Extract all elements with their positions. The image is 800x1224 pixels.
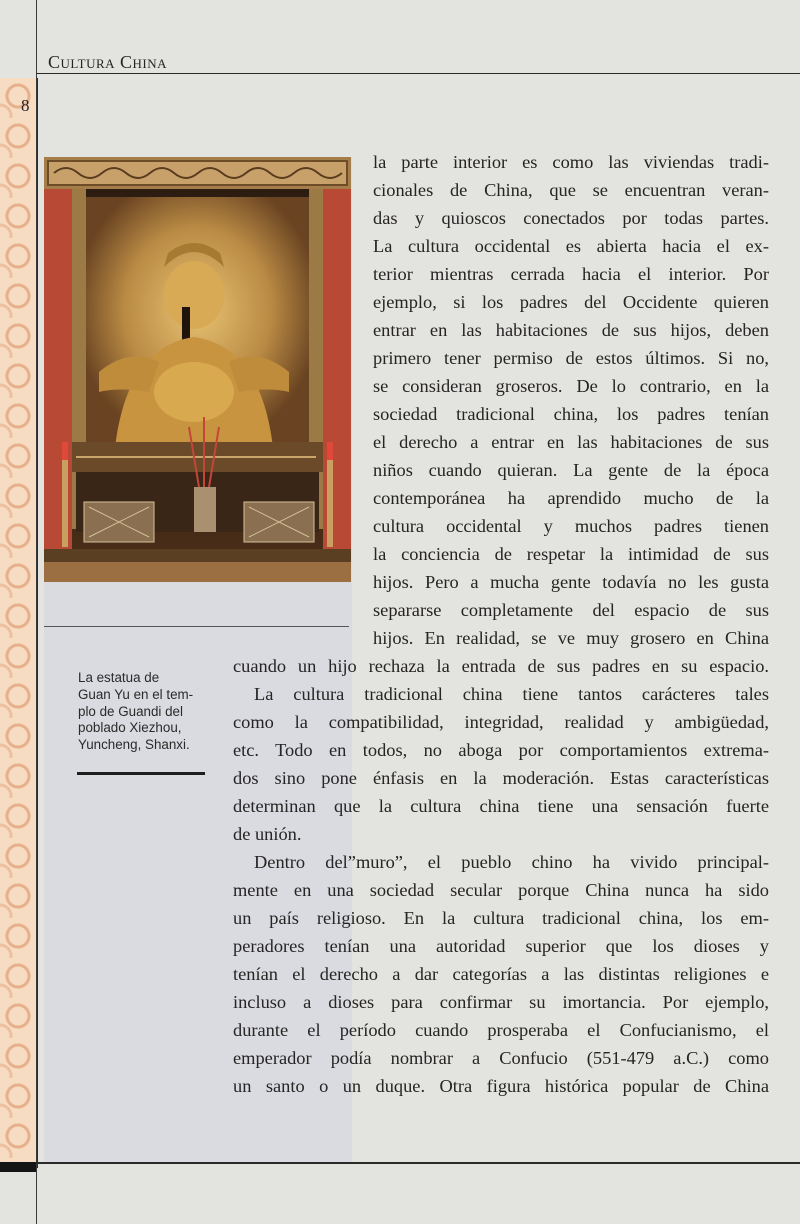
body-line: terior mientras cerrada hacia el interior. Por	[373, 264, 769, 284]
body-line: determinan que la cultura china tiene una sensación fuerte	[233, 796, 769, 816]
margin-rule	[36, 0, 37, 1224]
caption-line: Guan Yu en el tem-	[78, 686, 194, 702]
body-line: un santo o un duque. Otra figura histórica popular de China	[233, 1076, 769, 1096]
body-line: cultura occidental y muchos padres tienen	[373, 516, 769, 536]
body-line: sociedad tradicional china, los padres tenían	[373, 404, 769, 424]
body-line: incluso a dioses para confirmar su imortancia. Por ejemplo,	[233, 992, 769, 1012]
body-line: la conciencia de respetar la intimidad de sus	[373, 544, 769, 564]
caption-line: poblado Xiezhou,	[78, 720, 182, 736]
body-line: un país religioso. En la cultura tradicional china, los em-	[233, 908, 769, 928]
body-line: el derecho a entrar en las habitaciones de sus	[373, 432, 769, 452]
body-line: hijos. En realidad, se ve muy grosero en China	[373, 628, 769, 648]
panel-divider	[44, 626, 349, 627]
footer-rule	[36, 1162, 800, 1164]
caption-line: plo de Guandi del	[78, 703, 183, 719]
body-line: se consideran groseros. De lo contrario, en la	[373, 376, 769, 396]
body-line: dos sino pone énfasis en la moderación. Estas características	[233, 768, 769, 788]
caption-line: Yuncheng, Shanxi.	[78, 737, 190, 753]
body-line: hijos. Pero a mucha gente todavía no les gusta	[373, 572, 769, 592]
caption-rule	[77, 772, 205, 775]
body-line: Dentro del”muro”, el pueblo chino ha vivido principal-	[254, 852, 769, 872]
body-line: como la compatibilidad, integridad, realidad y ambigüedad,	[233, 712, 769, 732]
footer-bar	[0, 1162, 36, 1172]
body-line: niños cuando quieran. La gente de la época	[373, 460, 769, 480]
body-line: cuando un hijo rechaza la entrada de sus padres en su espacio.	[233, 656, 769, 676]
body-line: das y quioscos conectados por todas partes.	[373, 208, 769, 228]
body-line: separarse completamente del espacio de sus	[373, 600, 769, 620]
body-line: mente en una sociedad secular porque China nunca ha sido	[233, 880, 769, 900]
body-line: La cultura occidental es abierta hacia el ex-	[373, 236, 769, 256]
body-line: ejemplo, si los padres del Occidente quieren	[373, 292, 769, 312]
body-line: peradores tenían una autoridad superior que los dioses y	[233, 936, 769, 956]
header-rule	[36, 73, 800, 74]
body-line: durante el período cuando prosperaba el Confucianismo, el	[233, 1020, 769, 1040]
body-line: contemporánea ha aprendido mucho de la	[373, 488, 769, 508]
caption-line: La estatua de	[78, 670, 160, 685]
body-line: etc. Todo en todos, no aboga por comportamientos extrema-	[233, 740, 769, 760]
decorative-cloud-border	[0, 78, 38, 1168]
guan-yu-statue-photo	[44, 157, 351, 582]
body-line: entrar en las habitaciones de sus hijos, deben	[373, 320, 769, 340]
running-header: Cultura China	[48, 52, 168, 72]
body-line: emperador podía nombrar a Confucio (551-479 a.C.) como	[233, 1048, 769, 1068]
body-line: La cultura tradicional china tiene tantos carácteres tales	[254, 684, 769, 704]
page-number: 8	[21, 96, 30, 115]
body-line: tenían el derecho a dar categorías a las distintas religiones e	[233, 964, 769, 984]
body-line: de unión.	[233, 824, 302, 844]
body-line: cionales de China, que se encuentran veran-	[373, 180, 769, 200]
body-line: la parte interior es como las viviendas tradi-	[373, 152, 769, 172]
body-line: primero tener permiso de estos últimos. Si no,	[373, 348, 769, 368]
photo-caption	[78, 670, 208, 754]
